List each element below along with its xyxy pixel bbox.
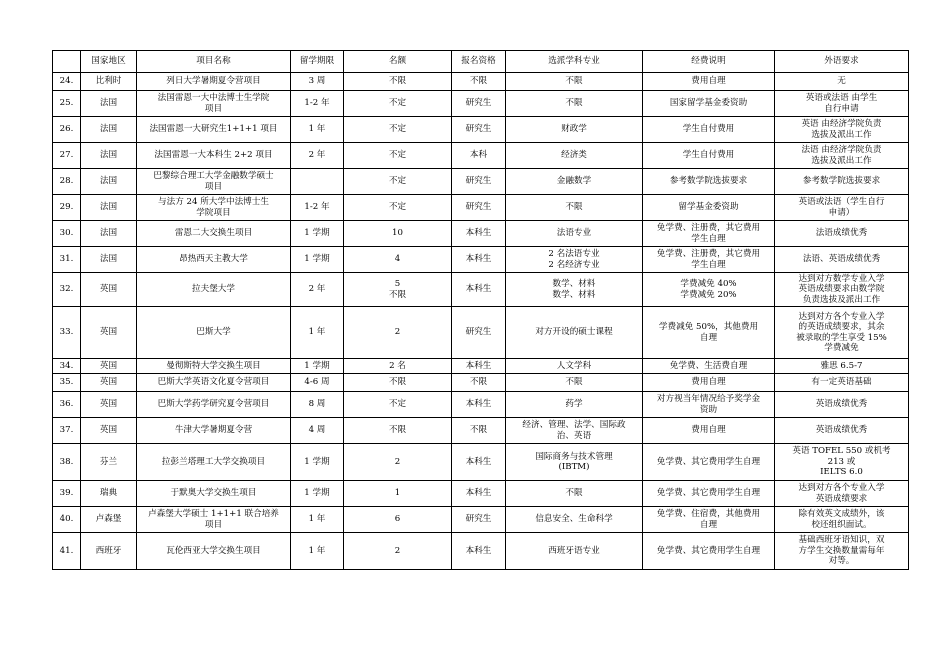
eligibility-cell: 本科生 (452, 444, 506, 481)
table-row (53, 374, 909, 392)
language-cell: 除有效英文成绩外，该 校还组织面试。 (775, 507, 909, 533)
row-number: 36. (53, 392, 81, 418)
major-cell: 金融数学 (506, 169, 643, 195)
major-cell: 数学、材料 数学、材料 (506, 273, 643, 307)
eligibility-cell: 不限 (452, 73, 506, 91)
quota-cell: 不限 (344, 73, 452, 91)
duration-cell: 8 周 (291, 392, 344, 418)
language-cell: 达到对方各个专业入学 英语成绩要求 (775, 481, 909, 507)
eligibility-cell: 本科生 (452, 533, 506, 570)
language-cell: 法语 由经济学院负责 选拔及派出工作 (775, 143, 909, 169)
region-cell: 英国 (81, 418, 137, 444)
language-cell: 基础西班牙语知识，双 方学生交换数量需每年 对等。 (775, 533, 909, 570)
table-row (53, 392, 909, 418)
project-name-cell: 与法方 24 所大学中法博士生 学院项目 (137, 195, 291, 221)
eligibility-cell: 本科生 (452, 273, 506, 307)
region-cell: 英国 (81, 307, 137, 359)
table-row (53, 91, 909, 117)
program-table (52, 50, 909, 570)
funding-cell: 国家留学基金委资助 (643, 91, 775, 117)
quota-cell: 4 (344, 247, 452, 273)
eligibility-cell: 研究生 (452, 91, 506, 117)
major-cell: 国际商务与技术管理 (IBTM) (506, 444, 643, 481)
duration-cell: 1 年 (291, 533, 344, 570)
eligibility-cell: 本科生 (452, 392, 506, 418)
language-cell: 英语 TOFEL 550 或机考 213 或 IELTS 6.0 (775, 444, 909, 481)
project-name-cell: 瓦伦西亚大学交换生项目 (137, 533, 291, 570)
language-cell: 英语成绩优秀 (775, 392, 909, 418)
table-row (53, 359, 909, 374)
language-cell: 法语、英语成绩优秀 (775, 247, 909, 273)
row-number: 31. (53, 247, 81, 273)
language-cell: 有一定英语基础 (775, 374, 909, 392)
major-cell: 经济类 (506, 143, 643, 169)
major-cell: 不限 (506, 91, 643, 117)
project-name-cell: 巴黎综合理工大学金融数学硕士 项目 (137, 169, 291, 195)
funding-cell: 费用自理 (643, 73, 775, 91)
quota-cell: 不定 (344, 117, 452, 143)
row-number: 30. (53, 221, 81, 247)
major-cell: 财政学 (506, 117, 643, 143)
quota-cell: 2 (344, 307, 452, 359)
duration-cell: 1-2 年 (291, 195, 344, 221)
row-number: 28. (53, 169, 81, 195)
row-number: 39. (53, 481, 81, 507)
funding-cell: 参考数学院选拔要求 (643, 169, 775, 195)
quota-cell: 2 (344, 533, 452, 570)
eligibility-cell: 本科 (452, 143, 506, 169)
region-cell: 法国 (81, 247, 137, 273)
table-row (53, 273, 909, 307)
region-cell: 法国 (81, 143, 137, 169)
project-name-cell: 昂热西天主教大学 (137, 247, 291, 273)
duration-cell: 4-6 周 (291, 374, 344, 392)
header-cell: 项目名称 (137, 51, 291, 73)
language-cell: 法语成绩优秀 (775, 221, 909, 247)
funding-cell: 费用自理 (643, 374, 775, 392)
table-row (53, 117, 909, 143)
duration-cell: 2 年 (291, 143, 344, 169)
funding-cell: 免学费、注册费，其它费用 学生自理 (643, 221, 775, 247)
row-number: 24. (53, 73, 81, 91)
region-cell: 英国 (81, 392, 137, 418)
eligibility-cell: 研究生 (452, 169, 506, 195)
quota-cell: 不限 (344, 418, 452, 444)
duration-cell: 3 周 (291, 73, 344, 91)
region-cell: 瑞典 (81, 481, 137, 507)
quota-cell: 不定 (344, 91, 452, 117)
row-number: 35. (53, 374, 81, 392)
funding-cell: 学费减免 40% 学费减免 20% (643, 273, 775, 307)
major-cell: 对方开设的硕士课程 (506, 307, 643, 359)
quota-cell: 不定 (344, 195, 452, 221)
table-row (53, 221, 909, 247)
language-cell: 英语或法语 由学生 自行申请 (775, 91, 909, 117)
header-cell (53, 51, 81, 73)
table-row (53, 444, 909, 481)
table-row (53, 73, 909, 91)
project-name-cell: 列日大学暑期夏令营项目 (137, 73, 291, 91)
header-cell: 名额 (344, 51, 452, 73)
major-cell: 药学 (506, 392, 643, 418)
region-cell: 英国 (81, 374, 137, 392)
row-number: 25. (53, 91, 81, 117)
language-cell: 英语成绩优秀 (775, 418, 909, 444)
eligibility-cell: 不限 (452, 418, 506, 444)
row-number: 33. (53, 307, 81, 359)
table-row (53, 247, 909, 273)
project-name-cell: 巴斯大学 (137, 307, 291, 359)
quota-cell: 不定 (344, 392, 452, 418)
funding-cell: 免学费、其它费用学生自理 (643, 481, 775, 507)
major-cell: 2 名法语专业 2 名经济专业 (506, 247, 643, 273)
project-name-cell: 法国雷恩一大本科生 2+2 项目 (137, 143, 291, 169)
project-name-cell: 雷恩二大交换生项目 (137, 221, 291, 247)
region-cell: 西班牙 (81, 533, 137, 570)
major-cell: 西班牙语专业 (506, 533, 643, 570)
language-cell: 达到对方各个专业入学 的英语成绩要求，其余 被录取的学生享受 15% 学费减免 (775, 307, 909, 359)
major-cell: 不限 (506, 374, 643, 392)
funding-cell: 免学费、注册费，其它费用 学生自理 (643, 247, 775, 273)
duration-cell: 4 周 (291, 418, 344, 444)
duration-cell: 1 学期 (291, 221, 344, 247)
region-cell: 比利时 (81, 73, 137, 91)
duration-cell: 1 学期 (291, 444, 344, 481)
region-cell: 法国 (81, 91, 137, 117)
table-row (53, 143, 909, 169)
language-cell: 达到对方数学专业入学 英语成绩要求由数学院 负责选拔及派出工作 (775, 273, 909, 307)
row-number: 32. (53, 273, 81, 307)
major-cell: 信息安全、生命科学 (506, 507, 643, 533)
language-cell: 雅思 6.5-7 (775, 359, 909, 374)
table-row (53, 533, 909, 570)
duration-cell: 1 学期 (291, 481, 344, 507)
quota-cell: 2 名 (344, 359, 452, 374)
funding-cell: 对方视当年情况给予奖学金 资助 (643, 392, 775, 418)
quota-cell: 10 (344, 221, 452, 247)
region-cell: 法国 (81, 221, 137, 247)
funding-cell: 学生自付费用 (643, 143, 775, 169)
header-cell: 外语要求 (775, 51, 909, 73)
region-cell: 法国 (81, 169, 137, 195)
table-row (53, 169, 909, 195)
quota-cell: 5 不限 (344, 273, 452, 307)
quota-cell: 不定 (344, 143, 452, 169)
language-cell: 英语 由经济学院负责 选拔及派出工作 (775, 117, 909, 143)
funding-cell: 学生自付费用 (643, 117, 775, 143)
eligibility-cell: 本科生 (452, 359, 506, 374)
duration-cell: 1 学期 (291, 359, 344, 374)
table-row (53, 195, 909, 221)
project-name-cell: 曼彻斯特大学交换生项目 (137, 359, 291, 374)
major-cell: 不限 (506, 195, 643, 221)
language-cell: 参考数学院选拔要求 (775, 169, 909, 195)
row-number: 29. (53, 195, 81, 221)
row-number: 37. (53, 418, 81, 444)
header-cell: 报名资格 (452, 51, 506, 73)
eligibility-cell: 研究生 (452, 507, 506, 533)
duration-cell: 1 年 (291, 117, 344, 143)
funding-cell: 免学费、其它费用学生自理 (643, 533, 775, 570)
eligibility-cell: 本科生 (452, 247, 506, 273)
project-name-cell: 巴斯大学药学研究夏令营项目 (137, 392, 291, 418)
funding-cell: 费用自理 (643, 418, 775, 444)
quota-cell: 1 (344, 481, 452, 507)
funding-cell: 免学费、其它费用学生自理 (643, 444, 775, 481)
table-row (53, 481, 909, 507)
project-name-cell: 牛津大学暑期夏令营 (137, 418, 291, 444)
table-row (53, 507, 909, 533)
language-cell: 无 (775, 73, 909, 91)
row-number: 38. (53, 444, 81, 481)
funding-cell: 留学基金委资助 (643, 195, 775, 221)
header-cell: 经费说明 (643, 51, 775, 73)
major-cell: 不限 (506, 481, 643, 507)
eligibility-cell: 研究生 (452, 307, 506, 359)
duration-cell (291, 169, 344, 195)
project-name-cell: 拉彭兰塔理工大学交换项目 (137, 444, 291, 481)
row-number: 41. (53, 533, 81, 570)
duration-cell: 1 年 (291, 507, 344, 533)
language-cell: 英语或法语（学生自行 申请） (775, 195, 909, 221)
table-row (53, 307, 909, 359)
eligibility-cell: 研究生 (452, 117, 506, 143)
project-name-cell: 拉夫堡大学 (137, 273, 291, 307)
duration-cell: 1 年 (291, 307, 344, 359)
table-row (53, 418, 909, 444)
quota-cell: 6 (344, 507, 452, 533)
region-cell: 英国 (81, 273, 137, 307)
row-number: 26. (53, 117, 81, 143)
header-row (53, 51, 909, 73)
header-cell: 国家地区 (81, 51, 137, 73)
quota-cell: 不定 (344, 169, 452, 195)
eligibility-cell: 本科生 (452, 221, 506, 247)
region-cell: 芬兰 (81, 444, 137, 481)
header-cell: 留学期限 (291, 51, 344, 73)
major-cell: 人文学科 (506, 359, 643, 374)
project-name-cell: 法国雷恩一大中法博士生学院 项目 (137, 91, 291, 117)
major-cell: 法语专业 (506, 221, 643, 247)
duration-cell: 2 年 (291, 273, 344, 307)
project-name-cell: 法国雷恩一大研究生1+1+1 项目 (137, 117, 291, 143)
eligibility-cell: 本科生 (452, 481, 506, 507)
major-cell: 不限 (506, 73, 643, 91)
funding-cell: 学费减免 50%，其他费用 自理 (643, 307, 775, 359)
row-number: 34. (53, 359, 81, 374)
quota-cell: 不限 (344, 374, 452, 392)
region-cell: 卢森堡 (81, 507, 137, 533)
project-name-cell: 巴斯大学英语文化夏令营项目 (137, 374, 291, 392)
quota-cell: 2 (344, 444, 452, 481)
duration-cell: 1-2 年 (291, 91, 344, 117)
region-cell: 法国 (81, 195, 137, 221)
row-number: 27. (53, 143, 81, 169)
duration-cell: 1 学期 (291, 247, 344, 273)
region-cell: 法国 (81, 117, 137, 143)
row-number: 40. (53, 507, 81, 533)
project-name-cell: 于默奥大学交换生项目 (137, 481, 291, 507)
header-cell: 选派学科专业 (506, 51, 643, 73)
major-cell: 经济、管理、法学、国际政 治、英语 (506, 418, 643, 444)
project-name-cell: 卢森堡大学硕士 1+1+1 联合培养 项目 (137, 507, 291, 533)
eligibility-cell: 不限 (452, 374, 506, 392)
eligibility-cell: 研究生 (452, 195, 506, 221)
funding-cell: 免学费、住宿费，其他费用 自理 (643, 507, 775, 533)
region-cell: 英国 (81, 359, 137, 374)
funding-cell: 免学费、生活费自理 (643, 359, 775, 374)
